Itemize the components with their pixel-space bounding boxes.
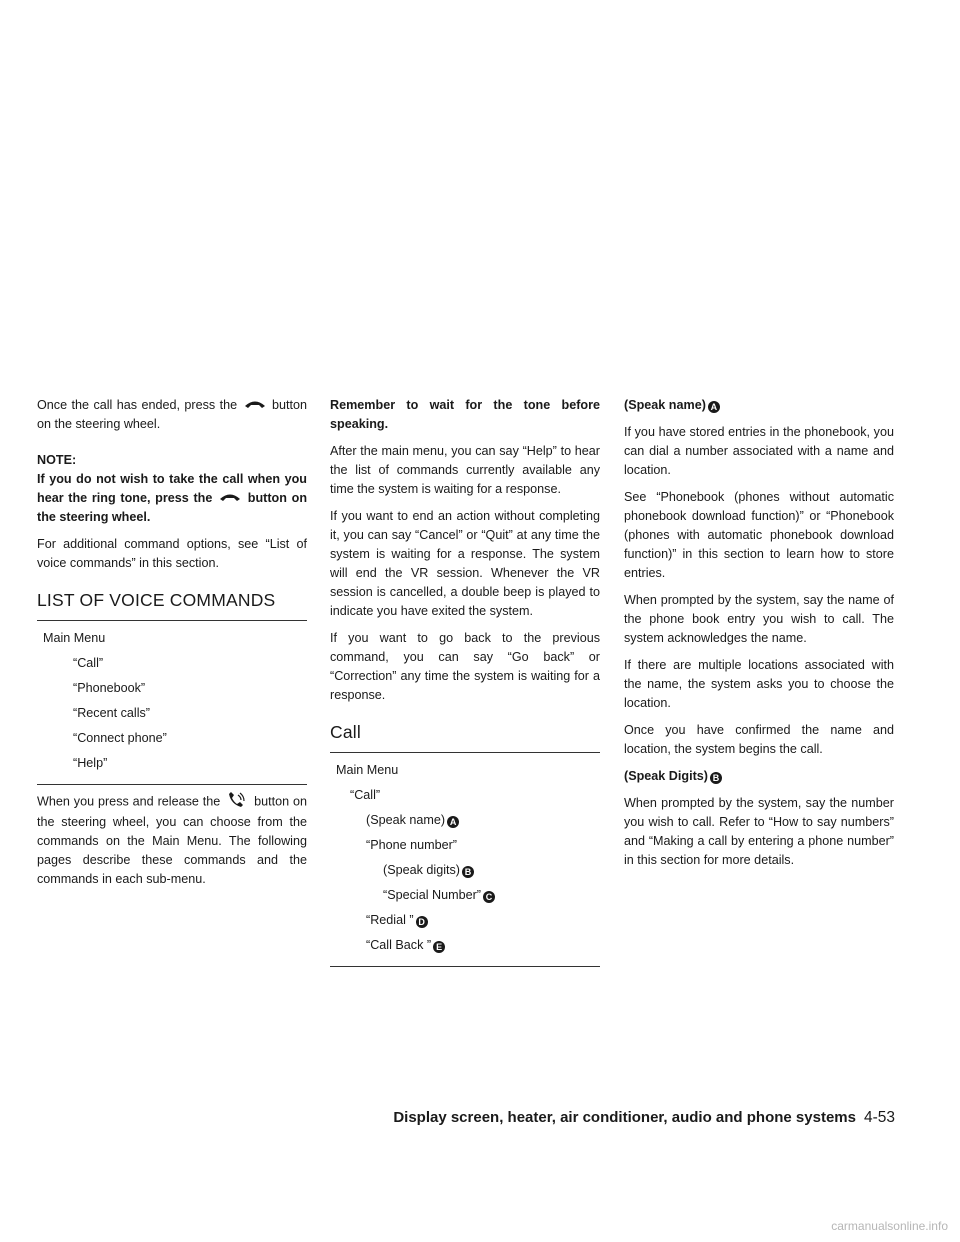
cancel-paragraph: If you want to end an action without completing it, you can say “Cancel” or “Quit” at any time the system is waiting for a response. The system will end the VR session. Whenever the VR session is cancelled, a double beep is played to indicate you have exited the system.: [330, 509, 600, 618]
column-left: [37, 396, 307, 897]
speak-name-heading: (Speak name) A: [624, 396, 894, 415]
menu-item-help: “Help”: [73, 756, 108, 771]
callout-a-icon: A: [708, 401, 720, 413]
go-back-paragraph: If you want to go back to the previous command, you can say “Go back” or “Correction” any time the system is waiting for a response.: [330, 631, 600, 702]
tree-phone-number: “Phone number”: [366, 838, 458, 852]
speak-digits-paragraph: When prompted by the system, say the number you wish to call. Refer to “How to say numbers” and “Making a call by entering a phone number” in this section for more details.: [624, 796, 894, 867]
wait-tone-paragraph: Remember to wait for the tone before speaking.: [330, 398, 600, 431]
help-paragraph: After the main menu, you can say “Help” to hear the list of commands currently available any time the system is waiting for a response.: [330, 444, 600, 496]
tree-call: “Call”: [350, 788, 381, 802]
main-menu-list: [37, 620, 307, 785]
call-ended-paragraph: Once the call has ended, press the button on the steering wheel.: [37, 398, 307, 432]
callout-d-icon: D: [416, 916, 428, 928]
menu-item-phonebook: “Phonebook”: [73, 681, 146, 696]
speak-name-paragraph-3: When prompted by the system, say the name of the phone book entry you wish to call. The system acknowledges the name.: [624, 593, 894, 645]
note-heading: NOTE:: [37, 453, 77, 468]
page-footer: [393, 1108, 895, 1127]
callout-a-icon: A: [447, 816, 459, 828]
menu-item-recent-calls: “Recent calls”: [73, 706, 150, 721]
press-release-paragraph: When you press and release the button on the steering wheel, you can choose from the commands on the Main Menu. The following pages describe these commands and the commands in each sub-menu.: [37, 791, 307, 889]
speak-digits-heading: (Speak Digits) B: [624, 767, 894, 786]
tree-call-back: “Call Back ” E: [330, 933, 600, 958]
speak-name-paragraph-2: See “Phonebook (phones without automatic phonebook download function)” or “Phonebook (phones with automatic phonebook download function)” in this section to learn how to store entries.: [624, 490, 894, 580]
menu-item-connect-phone: “Connect phone”: [73, 731, 167, 746]
phone-talk-icon: [226, 791, 248, 813]
section-heading-voice-commands: LIST OF VOICE COMMANDS: [37, 590, 276, 611]
callout-c-icon: C: [483, 891, 495, 903]
menu-item-call: “Call”: [73, 656, 104, 671]
callout-b-icon: B: [462, 866, 474, 878]
speak-name-paragraph-5: Once you have confirmed the name and location, the system begins the call.: [624, 723, 894, 756]
column-right: [624, 396, 894, 878]
tree-main-menu: Main Menu: [336, 763, 399, 777]
footer-section-title: Display screen, heater, air conditioner, audio and phone systems: [393, 1109, 856, 1126]
additional-options-paragraph: For additional command options, see “List of voice commands” in this section.: [37, 537, 307, 571]
column-middle: [330, 396, 600, 973]
tree-special-number: “Special Number” C: [330, 883, 600, 908]
menu-title: Main Menu: [43, 631, 106, 646]
callout-e-icon: E: [433, 941, 445, 953]
note-body: If you do not wish to take the call when you hear the ring tone, press the button on the steering wheel.: [37, 472, 308, 525]
watermark: carmanualsonline.info: [831, 1219, 948, 1233]
tree-redial: “Redial ” D: [330, 908, 600, 933]
phone-hangup-icon: [219, 489, 241, 508]
speak-name-paragraph-4: If there are multiple locations associated with the name, the system asks you to choose the location.: [624, 658, 894, 710]
speak-name-paragraph-1: If you have stored entries in the phonebook, you can dial a number associated with a name and location.: [624, 425, 894, 477]
call-command-tree: [330, 752, 600, 967]
page-number: 4-53: [863, 1109, 895, 1126]
tree-speak-digits: (Speak digits) B: [330, 858, 600, 883]
section-heading-call: Call: [330, 722, 361, 742]
tree-speak-name: (Speak name) A: [330, 808, 600, 833]
phone-hangup-icon: [244, 396, 266, 415]
callout-b-icon: B: [710, 772, 722, 784]
